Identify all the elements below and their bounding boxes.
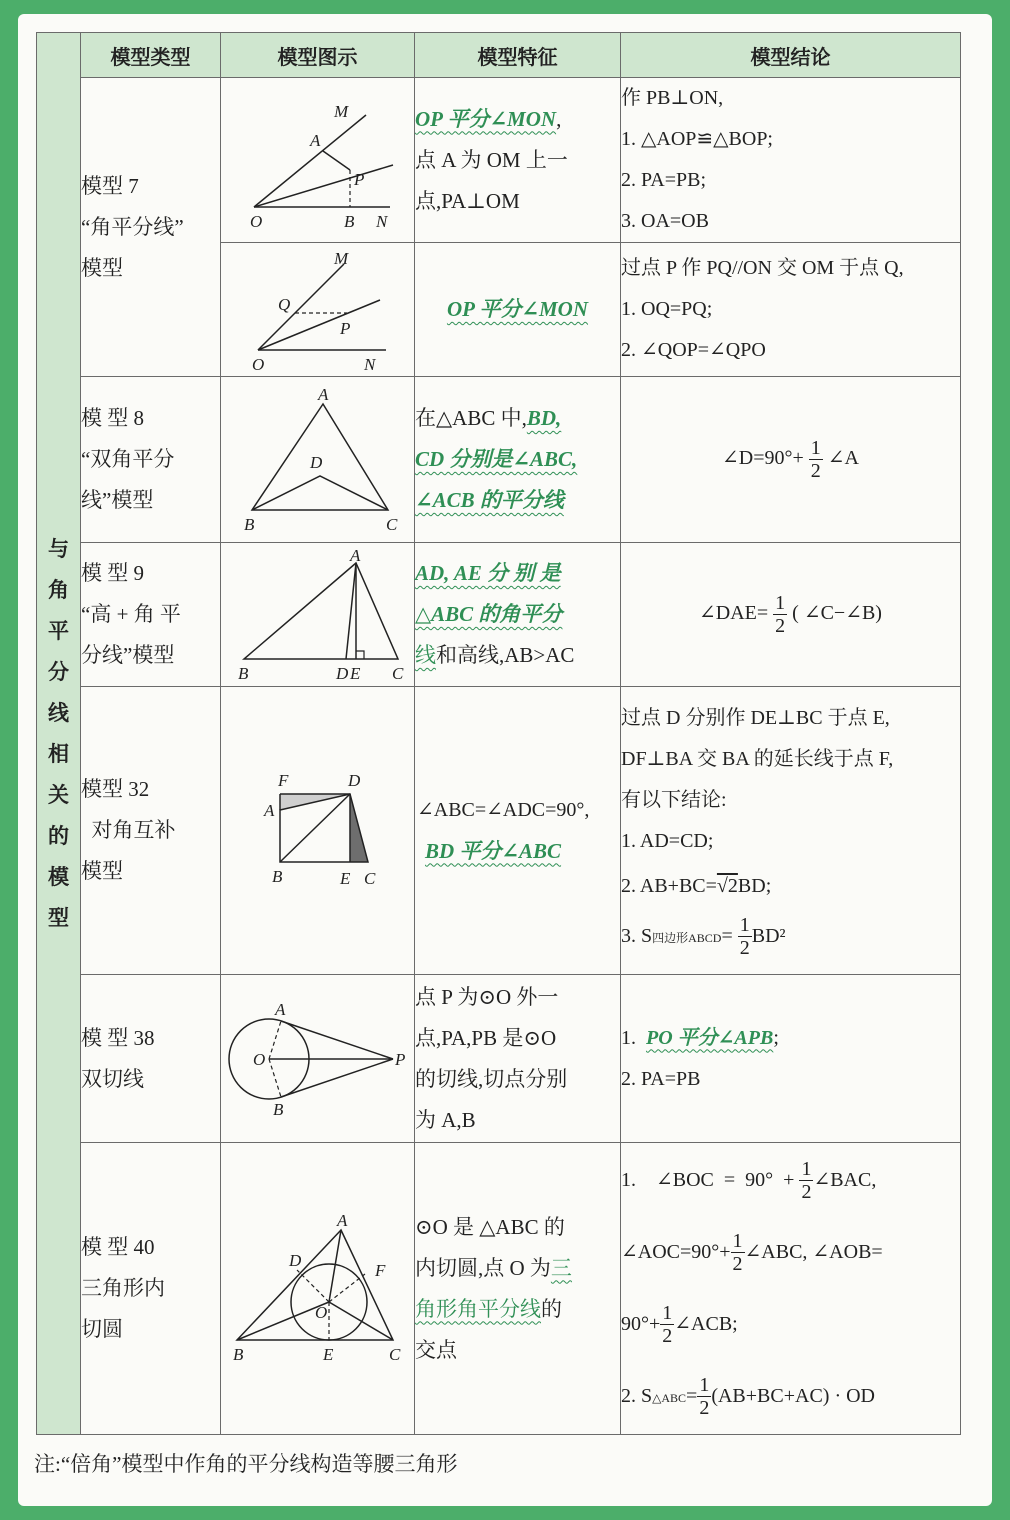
row-model-9 [37,543,961,687]
model32-figure [221,687,415,975]
model40-conclusion [621,1143,961,1435]
side-label-char: 平 [48,618,69,643]
model32-conclusion-2-post: BD; [737,874,772,897]
fig9-label-e: E [349,663,360,683]
model8-fraction-num: 1 [810,437,821,459]
model8-fraction-den: 2 [810,460,821,482]
fig8-label-c: C [385,514,397,534]
model40-c3-post: ∠ACB; [674,1312,738,1335]
fig7b-label-p: P [339,318,350,338]
model38-type-line1: 模 型 38 [81,1025,155,1050]
side-label-char: 的 [48,823,69,848]
model40-type-line2: 三角形内 [81,1276,165,1300]
model32-feature [415,687,621,975]
model7a-conclusion [621,78,961,243]
model9-fraction [773,592,787,637]
model38-feature-line3: 的切线,切点分别 [415,1066,568,1091]
model32-conclusion-line2: DF⊥BA 交 BA 的延长线于点 F, [621,747,894,770]
fig40-label-f: F [374,1260,385,1280]
fig7b-label-n: N [363,354,375,374]
model7a-conclusion-line3: 2. PA=PB; [621,169,707,191]
model40-feature-line2-green: 三 [550,1255,572,1280]
model40-c2-pre: ∠AOC=90°+ [621,1240,731,1263]
model32-type-line3: 模型 [81,859,123,883]
fig40-label-d: D [288,1250,301,1270]
model40-feature [415,1143,621,1435]
model7a-figure [221,78,415,243]
fig8-label-b: B [243,514,254,534]
model32-fraction-den: 2 [739,937,750,960]
model38-feature-line1: 点 P 为⊙O 外一 [415,984,559,1009]
footnote: 注:“倍角”模型中作角的平分线构造等腰三角形 [34,1452,458,1476]
model40-c2-post: ∠ABC, ∠AOB= [744,1240,883,1263]
model38-type-line2: 双切线 [81,1066,144,1091]
model40-c1-fraction [799,1158,813,1203]
model7b-conclusion [621,243,961,377]
model7a-feature-green: OP 平分∠MON [415,106,557,131]
model8-figure [221,377,415,543]
model8-type-line3: 线”模型 [81,488,154,512]
model7a-feature-line3: 点,PA⊥OM [415,188,520,213]
model38-feature [415,975,621,1143]
fig40-label-b: B [232,1344,243,1364]
model9-conclusion-pre: ∠DAE= [699,602,769,625]
model7-type-line1: 模型 7 [81,173,139,198]
fig38-label-p: P [394,1049,405,1069]
model7b-conclusion-line3: 2. ∠QOP=∠QPO [621,339,766,361]
page-sheet [18,14,992,1506]
model40-type-line3: 切圆 [81,1317,123,1341]
model40-type-line1: 模 型 40 [81,1235,155,1259]
model40-c4-eq: = [686,1384,698,1407]
model7a-conclusion-line4: 3. OA=OB [621,210,709,232]
fig40-label-a: A [336,1213,347,1230]
fig38-label-o: O [252,1049,265,1069]
side-label [37,33,81,1435]
fig9-label-a: A [349,546,360,565]
model7b-feature [415,243,621,377]
model40-c3-frac-den: 2 [662,1325,673,1348]
model7b-conclusion-line1: 过点 P 作 PQ//ON 交 OM 于点 Q, [621,257,904,279]
row-model-38 [37,975,961,1143]
model9-feature-green3: 线 [415,643,436,667]
model32-conclusion-3-post: BD² [751,924,786,947]
model38-conclusion-1-pre: 1. [621,1026,646,1049]
model8-fraction [809,437,823,482]
model40-feature-line2-pre: 内切圆,点 O 为 [415,1255,551,1280]
fig38-label-a: A [274,999,285,1019]
fig32-label-f: F [277,770,288,790]
model9-type-line3: 分线”模型 [81,643,175,667]
model38-feature-line4: 为 A,B [415,1107,476,1132]
model40-c1-pre: 1. ∠BOC = 90° + [621,1168,795,1191]
model32-type-line2: 对角互补 [81,818,176,842]
model32-type [81,687,221,975]
model8-conclusion [621,377,961,543]
model38-figure [221,975,415,1143]
model32-conclusion-2-sqrt: √2 [716,874,738,897]
model40-feature-line1: ⊙O 是 △ABC 的 [415,1214,565,1239]
fig7b-label-q: Q [277,294,290,314]
model9-type-line2: “高 + 角 平 [81,602,181,626]
fig8-label-d: D [309,452,322,472]
model40-c2-fraction [731,1230,745,1275]
fig7a-label-b: B [343,212,354,231]
side-label-char: 型 [48,905,69,930]
model8-feature-green1: BD, [526,406,562,430]
fig40-label-e: E [322,1344,333,1364]
model32-conclusion-3-sub: 四边形ABCD [652,930,722,945]
side-label-char: 与 [48,536,69,561]
row-model-40 [37,1143,961,1435]
model7a-conclusion-line2: 1. △AOP≌△BOP; [621,128,773,150]
model9-conclusion-post: ( ∠C−∠B) [792,602,882,625]
angle-bisector-diagram-b [228,246,408,374]
fig38-label-b: B [272,1099,283,1119]
model40-feature-line3-rest: 的 [541,1296,562,1321]
model9-fraction-den: 2 [775,615,786,637]
header-row [37,33,961,78]
fig7a-label-n: N [375,212,387,231]
model40-c4-sub: △ABC [652,1390,687,1405]
fig7a-label-a: A [309,131,320,150]
fig40-label-c: C [388,1344,400,1364]
complementary-angle-diagram [228,766,408,896]
fig7a-label-p: P [353,170,364,189]
model38-feature-line2: 点,PA,PB 是⊙O [415,1025,557,1050]
model40-c2-frac-den: 2 [732,1253,743,1276]
model7-type [81,78,221,377]
model40-c4-fraction [697,1374,711,1419]
model-table [36,32,961,1435]
model8-feature-green2: CD 分别是∠ABC, [415,447,578,471]
model40-type [81,1143,221,1435]
row-model-8 [37,377,961,543]
model32-fraction-num: 1 [739,914,750,937]
model9-type [81,543,221,687]
model32-fraction [738,914,752,959]
double-bisector-diagram [228,382,408,538]
fig32-label-a: A [263,800,274,820]
header-type: 模型类型 [81,33,221,78]
fig32-label-c: C [363,868,375,888]
side-label-char: 角 [48,577,69,602]
model8-type [81,377,221,543]
fig9-label-c: C [391,663,403,683]
model40-c1-frac-den: 2 [801,1181,812,1204]
fig7b-label-m: M [333,248,348,268]
model8-feature-pre: 在△ABC 中, [415,406,527,430]
header-feature: 模型特征 [415,33,621,78]
fig7b-label-o: O [251,354,264,374]
model9-type-line1: 模 型 9 [81,561,144,585]
fig8-label-a: A [317,384,328,404]
model40-feature-line4: 交点 [415,1337,457,1362]
model40-c1-post: ∠BAC, [813,1168,877,1191]
row-model-32 [37,687,961,975]
model7a-conclusion-line1: 作 PB⊥ON, [621,87,724,109]
fig32-label-d: D [347,770,360,790]
fig7a-label-m: M [333,102,348,121]
model9-feature [415,543,621,687]
model9-figure [221,543,415,687]
fig32-label-e: E [339,868,350,888]
model7a-feature-line2: 点 A 为 OM 上一 [415,147,568,172]
model8-conclusion-post: ∠A [827,447,859,470]
model40-c3-pre: 90°+ [621,1312,661,1335]
model7b-feature-green: OP 平分∠MON [446,297,589,321]
model40-figure [221,1143,415,1435]
model32-conclusion-line1: 过点 D 分别作 DE⊥BC 于点 E, [621,706,890,729]
model38-type [81,975,221,1143]
fig9-label-d: D [335,663,348,683]
angle-bisector-diagram-a [228,85,408,235]
incircle-diagram [225,1214,411,1364]
model8-feature-green3: ∠ACB 的平分线 [415,488,564,512]
model32-conclusion-line4: 1. AD=CD; [621,829,714,852]
model9-feature-green1: AD, AE 分 别 是 [415,561,561,585]
model32-feature-line1: ∠ABC=∠ADC=90°, [417,798,590,821]
fig9-label-b: B [237,663,248,683]
model40-c4-post: (AB+BC+AC) · OD [711,1384,875,1407]
row-model-7a [37,78,961,243]
fig40-label-o: O [314,1302,327,1322]
model40-c1-frac-num: 1 [801,1158,812,1181]
model7a-feature-comma: , [556,106,562,131]
model9-fraction-num: 1 [775,592,786,614]
model40-c3-frac-num: 1 [662,1302,673,1325]
model7b-conclusion-line2: 1. OQ=PQ; [621,298,713,320]
fig32-label-b: B [271,866,282,886]
model38-conclusion-2: 2. PA=PB [621,1067,701,1090]
model8-feature [415,377,621,543]
model40-c3-fraction [660,1302,674,1347]
model7b-figure [221,243,415,377]
model40-c4-frac-den: 2 [699,1397,710,1420]
model32-conclusion [621,687,961,975]
model9-conclusion [621,543,961,687]
model7-type-line2: “角平分线” [81,214,184,239]
model38-conclusion-1-post: ; [773,1026,779,1049]
header-conclusion: 模型结论 [621,33,961,78]
fig7a-label-o: O [249,212,262,231]
model32-conclusion-line3: 有以下结论: [621,788,727,811]
side-label-char: 分 [48,659,69,684]
model40-c2-frac-num: 1 [732,1230,743,1253]
model40-c4-frac-num: 1 [699,1374,710,1397]
model38-conclusion [621,975,961,1143]
model32-feature-green: BD 平分∠ABC [425,838,562,863]
side-label-char: 模 [48,864,69,889]
model9-feature-green2: △ABC 的角平分 [415,602,563,626]
model9-feature-rest: 和高线,AB>AC [436,643,575,667]
model7-type-line3: 模型 [81,255,123,280]
model8-type-line1: 模 型 8 [81,406,144,430]
height-bisector-diagram [228,547,408,683]
model8-type-line2: “双角平分 [81,447,175,471]
model32-conclusion-3-eq: = [721,924,733,947]
model32-conclusion-2-pre: 2. AB+BC= [621,874,717,897]
model38-conclusion-1-green: PO 平分∠APB [646,1026,774,1049]
model40-c4-pre: 2. S [621,1384,653,1407]
header-figure: 模型图示 [221,33,415,78]
model32-conclusion-3-pre: 3. S [621,924,653,947]
model8-conclusion-pre: ∠D=90°+ [722,447,804,470]
model32-type-line1: 模型 32 [81,777,150,801]
model40-feature-line3-green: 角形角平分线 [415,1296,541,1321]
side-label-char: 相 [48,741,69,766]
double-tangent-diagram [225,999,411,1119]
model7a-feature [415,78,621,243]
side-label-char: 线 [48,700,69,725]
side-label-char: 关 [48,782,69,807]
